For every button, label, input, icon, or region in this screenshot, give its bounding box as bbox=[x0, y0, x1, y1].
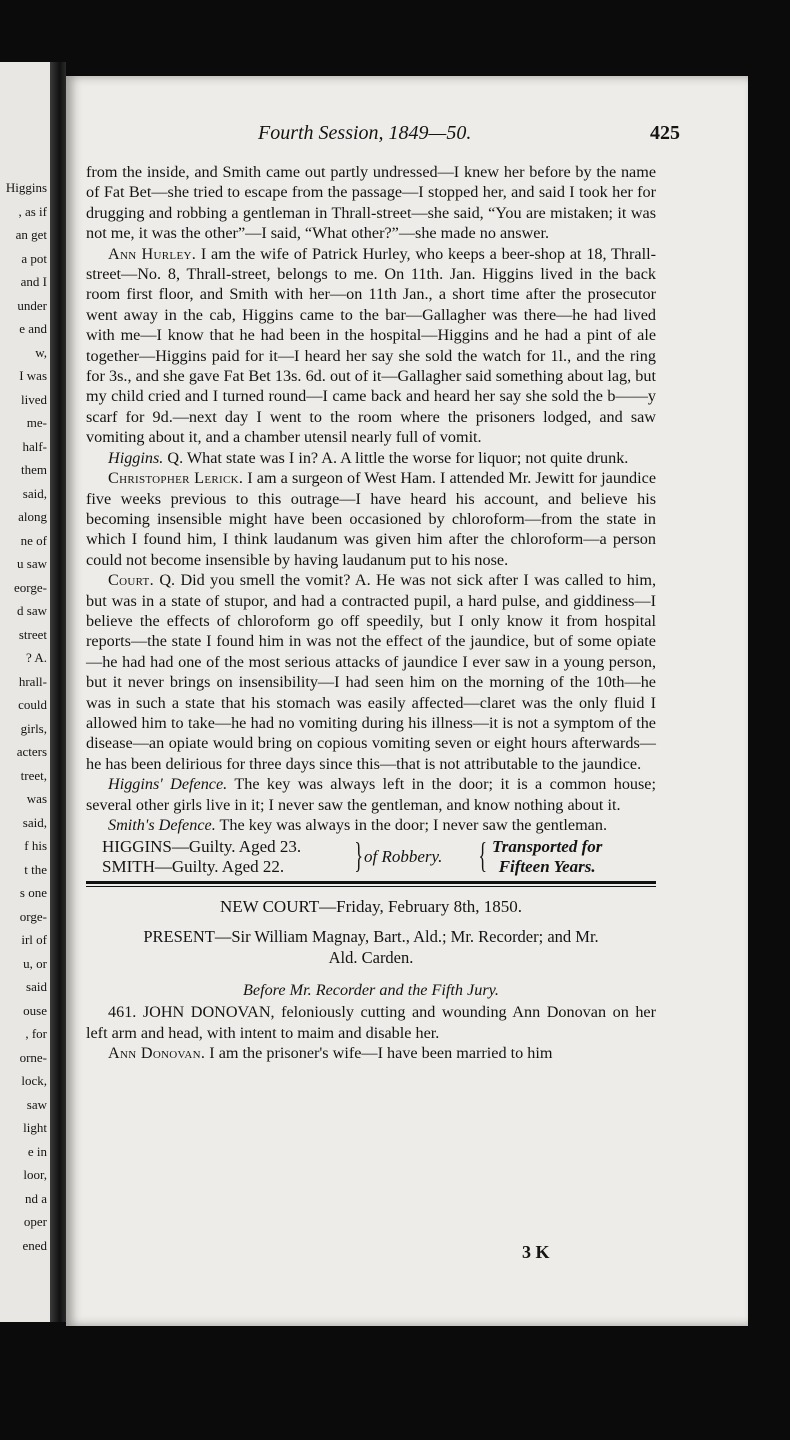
paragraph: from the inside, and Smith came out partly undressed—I knew her before by the name of Fat Bet—she tried to escape from the passage—I stopped her, and said I took her for drugging and robbing a gentleman in Thrall-street—she said, “You are mistaken; it was not me, it was the other”—I said, “What other?”—she made no answer. bbox=[86, 163, 656, 243]
witness-name: Ann Donovan. bbox=[108, 1044, 206, 1063]
facing-page-fragment: e and bbox=[19, 321, 47, 336]
facing-page-fragment: treet, bbox=[20, 767, 47, 783]
facing-page-fragment: hrall- bbox=[18, 673, 47, 689]
facing-page-fragment: lived bbox=[21, 391, 47, 407]
paragraph: Court. Q. Did you smell the vomit? A. He was not sick after I was called to him, but was in a state of stupor, and had a contracted pupil, a hard pulse, and giddiness—I believe the effects of chloroform go off speedily, but I only know it from hospital reports—the state I found him in was not the effect of the jaundice, but of some opiate—he had had one of the most serious attacks of jaundice I ever saw in a young person, but it never brings on insensibility—I had seen him on the morning of the 10th—he was in such a state that his stomach was easily affected—claret was the only fluid I allowed him to take—he had no vomiting during his illness—it is not a symptom of the disease—an opiate would bring on copious vomiting seven or eight hours afterwards—he has been delirious for three days since this—that is not attributable to the jaundice. bbox=[86, 571, 656, 773]
verdict-block bbox=[86, 837, 656, 877]
case-heading: 461. JOHN DONOVAN, feloniously cutting and wounding Ann Donovan on her left arm and head, with intent to maim and disable her. bbox=[86, 1003, 656, 1042]
facing-page-fragment: an get bbox=[15, 227, 47, 242]
facing-page-fragment: half- bbox=[22, 438, 47, 454]
facing-page-fragment: w, bbox=[35, 344, 47, 360]
facing-page-fragment: u, or bbox=[23, 955, 47, 971]
paragraph: Ann Hurley. I am the wife of Patrick Hurley, who keeps a beer-shop at 18, Thrall-street—No. 8, Thrall-street, belongs to me. On 11th. Jan. Higgins lived in the back room first floor, and Smith with her—on 11th Jan., a short time after the prosecutor went away in the cab, Higgins came to the bar—Gallagher was there—he had lived with me—I know that he had been in the hospital—Higgins and he had a pint of ale together—Higgins paid for it—I heard her say she sold the watch for 1l., and the ring for 3s., and she gave Fat Bet 13s. 6d. out of it—Gallagher said something about lag, but my child cried and I turned round—I came back and heard her say she sold the b——y scarf for 9d.—next day I went to the room where the prisoners lodged, and saw vomiting about it, and a chamber utensil nearly full of vomit. bbox=[86, 244, 657, 447]
facing-page-fragment: saw bbox=[26, 1096, 47, 1112]
paragraph: Christopher Lerick. I am a surgeon of West Ham. I attended Mr. Jewitt for jaundice five weeks previous to this outrage—I have heard his account, and believe his becoming insensible might have been occasioned by chloroform—from the state in which I found him, I think laudanum was given him after the chloroform—a person could not become insensible by having laudanum put to his nose. bbox=[86, 469, 657, 569]
verdict-offence: of Robbery. bbox=[364, 847, 443, 867]
facing-page-fragment: under bbox=[17, 297, 47, 313]
defence-label: Higgins' Defence. bbox=[108, 775, 228, 794]
facing-page-fragment: light bbox=[23, 1120, 47, 1135]
paragraph: Ann Donovan. I am the prisoner's wife—I have been married to him bbox=[108, 1044, 553, 1063]
facing-page-fragment: e in bbox=[27, 1143, 47, 1159]
facing-page-fragment: acters bbox=[16, 744, 47, 759]
facing-page-fragment: I was bbox=[19, 368, 47, 383]
facing-page-fragment: along bbox=[18, 509, 47, 524]
facing-page-fragment: was bbox=[26, 791, 47, 806]
facing-page-fragment: orne- bbox=[19, 1049, 47, 1065]
paragraph: Higgins' Defence. The key was always left in the door; it is a common house; several other girls live in it; I never saw the gentleman, and know nothing about it. bbox=[86, 775, 656, 814]
facing-page-fragment: me- bbox=[26, 415, 47, 430]
facing-page-fragment: said bbox=[26, 979, 47, 994]
facing-page-fragment: girls, bbox=[20, 720, 47, 736]
paragraph: Smith's Defence. The key was always in the door; I never saw the gentleman. bbox=[108, 816, 607, 834]
brace-icon: { bbox=[478, 835, 487, 876]
court-heading: NEW COURT—Friday, February 8th, 1850. bbox=[219, 897, 523, 917]
verdict-sentence: Transported for Fifteen Years. bbox=[492, 837, 603, 877]
jury-line: Before Mr. Recorder and the Fifth Jury. bbox=[243, 980, 499, 999]
speaker-name: Higgins. bbox=[108, 448, 164, 467]
facing-page-fragment: irl of bbox=[21, 932, 47, 947]
page-number: 425 bbox=[650, 122, 680, 144]
section-divider bbox=[86, 881, 656, 887]
facing-page-fragment: said, bbox=[22, 814, 47, 830]
facing-page-fragment: ened bbox=[22, 1237, 47, 1253]
defence-label: Smith's Defence. bbox=[108, 816, 216, 834]
facing-page-fragment: , for bbox=[25, 1026, 47, 1041]
page-body bbox=[86, 162, 656, 1063]
verdict-names: HIGGINS—Guilty. Aged 23. SMITH—Guilty. Aged 22. bbox=[102, 837, 302, 877]
speaker-name: Court. bbox=[108, 571, 154, 590]
running-title: Fourth Session, 1849—50. bbox=[258, 122, 472, 144]
facing-page-fragment: Higgins bbox=[5, 180, 47, 195]
facing-page-fragment: t the bbox=[24, 861, 47, 877]
facing-page-fragment: and I bbox=[20, 274, 47, 289]
facing-page-fragment: oper bbox=[23, 1214, 47, 1229]
facing-page-fragment: d saw bbox=[17, 603, 47, 618]
witness-name: Ann Hurley. bbox=[108, 244, 197, 263]
facing-page-fragment: f his bbox=[24, 838, 47, 853]
book-gutter bbox=[50, 62, 66, 1322]
facing-page-fragment: orge- bbox=[19, 908, 47, 924]
facing-page-fragment: ? A. bbox=[26, 650, 47, 665]
facing-page-edge bbox=[0, 62, 53, 1322]
paragraph: Higgins. Q. What state was I in? A. A little the worse for liquor; not quite drunk. bbox=[108, 448, 629, 467]
facing-page-fragment: could bbox=[18, 697, 47, 712]
facing-page-fragment: them bbox=[21, 462, 47, 477]
brace-icon: } bbox=[354, 835, 363, 876]
facing-page-fragment: lock, bbox=[21, 1073, 47, 1088]
facing-page-fragment: u saw bbox=[17, 556, 47, 571]
facing-page-fragment: s one bbox=[19, 885, 47, 900]
page bbox=[66, 76, 748, 1326]
running-header bbox=[66, 122, 748, 146]
facing-page-fragment: , as if bbox=[18, 203, 47, 219]
facing-page-fragment: ne of bbox=[20, 532, 47, 548]
facing-page-fragment: said, bbox=[22, 485, 47, 501]
facing-page-fragment: nd a bbox=[24, 1190, 47, 1206]
facing-page-fragment: ouse bbox=[23, 1002, 47, 1018]
facing-page-fragment: loor, bbox=[23, 1167, 47, 1182]
signature-mark: 3 K bbox=[522, 1242, 550, 1262]
witness-name: Christopher Lerick. bbox=[108, 469, 244, 488]
facing-page-fragment: eorge- bbox=[14, 579, 47, 595]
facing-page-fragment: street bbox=[18, 626, 47, 642]
present-line: PRESENT—Sir William Magnay, Bart., Ald.; Mr. Recorder; and Mr. Ald. Carden. bbox=[143, 926, 599, 967]
facing-page-fragment: a pot bbox=[21, 250, 47, 266]
